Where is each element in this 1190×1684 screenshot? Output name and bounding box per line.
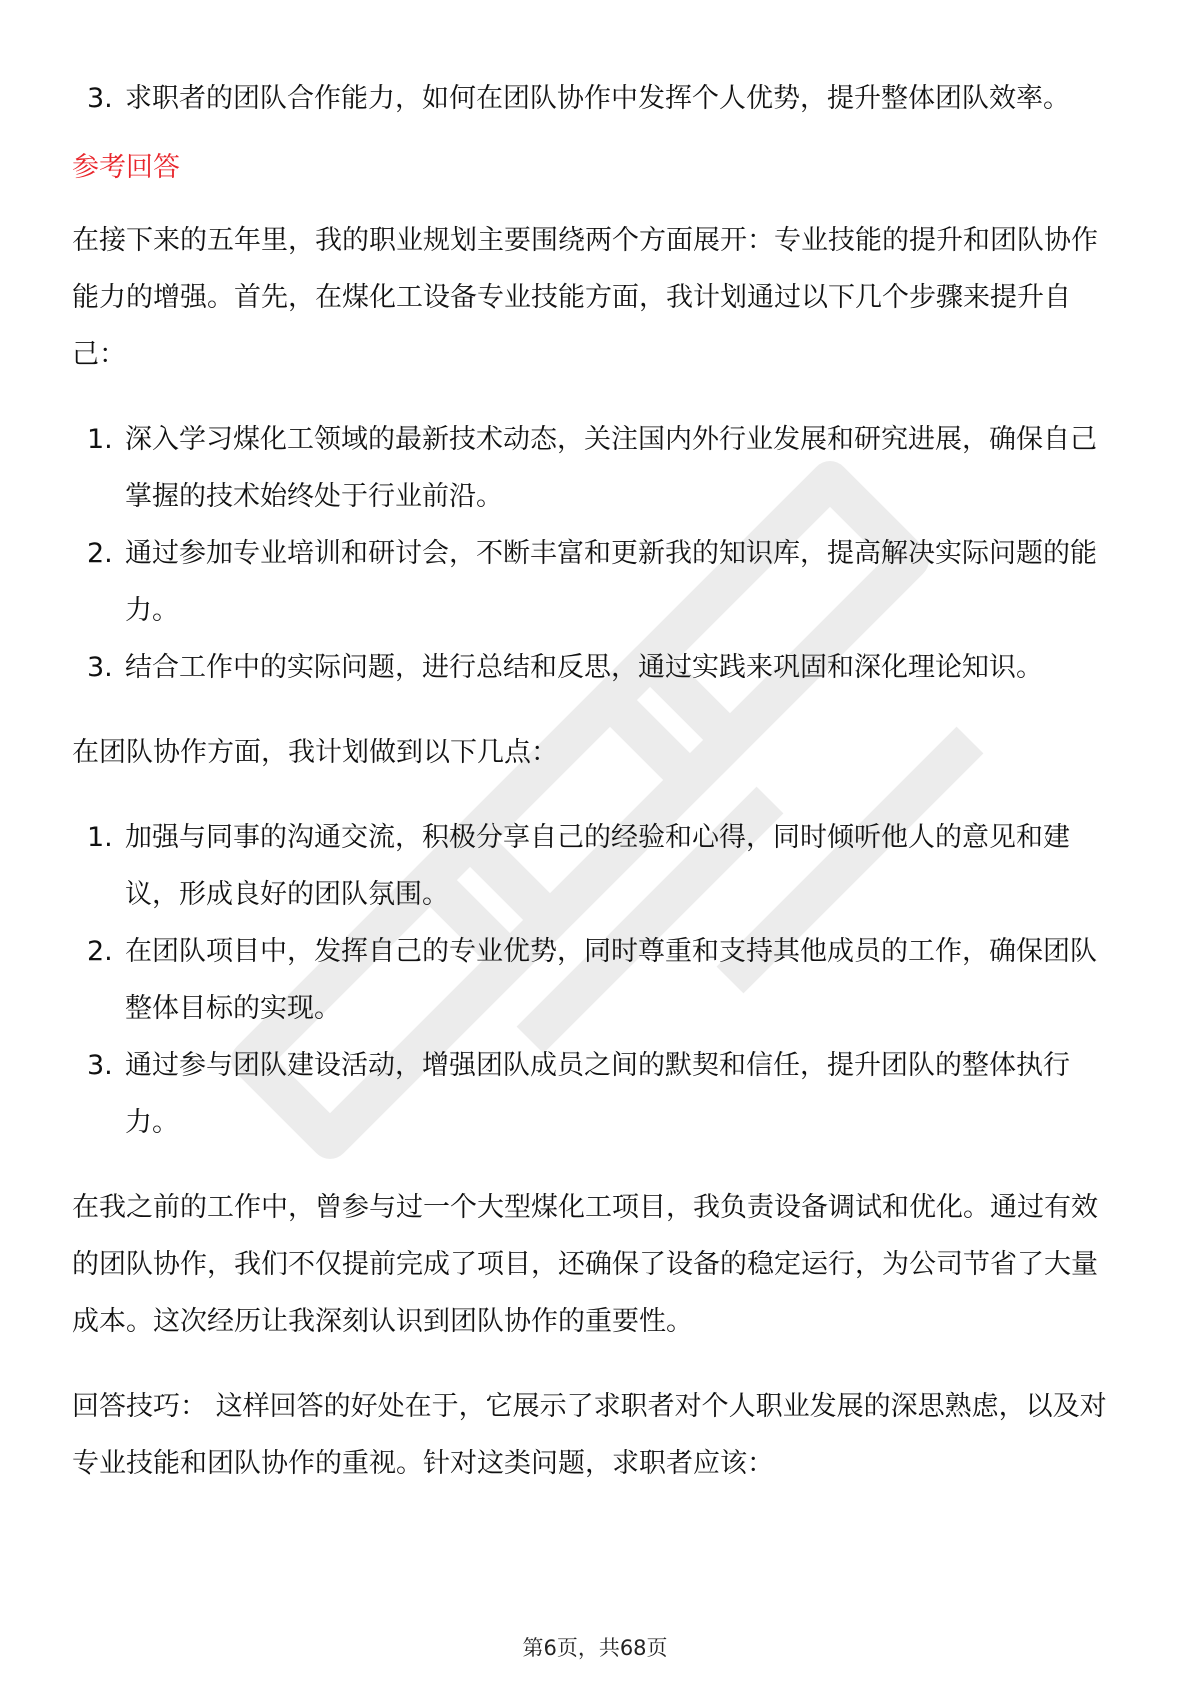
list-item-text: 深入学习煤化工领域的最新技术动态，关注国内外行业发展和研究进展，确保自己掌握的技术始终处于行业前沿。	[125, 424, 1097, 512]
team-intro-paragraph: 在团队协作方面，我计划做到以下几点：	[72, 737, 558, 768]
list-item	[72, 639, 1122, 696]
list-number: 3.	[87, 1050, 113, 1081]
section-title: 参考回答	[72, 152, 180, 183]
intro-paragraph: 在接下来的五年里，我的职业规划主要围绕两个方面展开：专业技能的提升和团队协作能力的增强。首先，在煤化工设备专业技能方面，我计划通过以下几个步骤来提升自己：	[72, 225, 1098, 370]
list-number: 1.	[87, 822, 113, 853]
tips-paragraph: 回答技巧： 这样回答的好处在于，它展示了求职者对个人职业发展的深思熟虑，以及对专业技能和团队协作的重视。针对这类问题，求职者应该：	[72, 1391, 1107, 1479]
list-item	[72, 923, 1122, 1037]
list-item-text: 通过参加专业培训和研讨会，不断丰富和更新我的知识库，提高解决实际问题的能力。	[125, 538, 1097, 626]
skill-plan-list	[72, 411, 1122, 696]
list-item	[72, 525, 1122, 639]
list-item	[72, 411, 1122, 525]
list-number: 3.	[87, 83, 113, 114]
top-question-list	[72, 70, 1122, 127]
list-number: 2.	[87, 538, 113, 569]
list-number: 1.	[87, 424, 113, 455]
list-item-text: 结合工作中的实际问题，进行总结和反思，通过实践来巩固和深化理论知识。	[125, 652, 1043, 683]
team-plan-list	[72, 809, 1122, 1151]
main-content	[72, 70, 1122, 1520]
list-number: 2.	[87, 936, 113, 967]
experience-paragraph: 在我之前的工作中，曾参与过一个大型煤化工项目，我负责设备调试和优化。通过有效的团队协作，我们不仅提前完成了项目，还确保了设备的稳定运行，为公司节省了大量成本。这次经历让我深刻认识到团队协作的重要性。	[72, 1192, 1098, 1337]
list-item-text: 通过参与团队建设活动，增强团队成员之间的默契和信任，提升团队的整体执行力。	[125, 1050, 1070, 1138]
list-item-text: 在团队项目中，发挥自己的专业优势，同时尊重和支持其他成员的工作，确保团队整体目标的实现。	[125, 936, 1097, 1024]
list-item-text: 加强与同事的沟通交流，积极分享自己的经验和心得，同时倾听他人的意见和建议，形成良好的团队氛围。	[125, 822, 1070, 910]
list-item	[72, 809, 1122, 923]
list-item-text: 求职者的团队合作能力，如何在团队协作中发挥个人优势，提升整体团队效率。	[125, 83, 1070, 114]
list-item	[72, 1037, 1122, 1151]
list-number: 3.	[87, 652, 113, 683]
list-item	[72, 70, 1122, 127]
page-number-footer: 第6页，共68页	[522, 1636, 668, 1660]
